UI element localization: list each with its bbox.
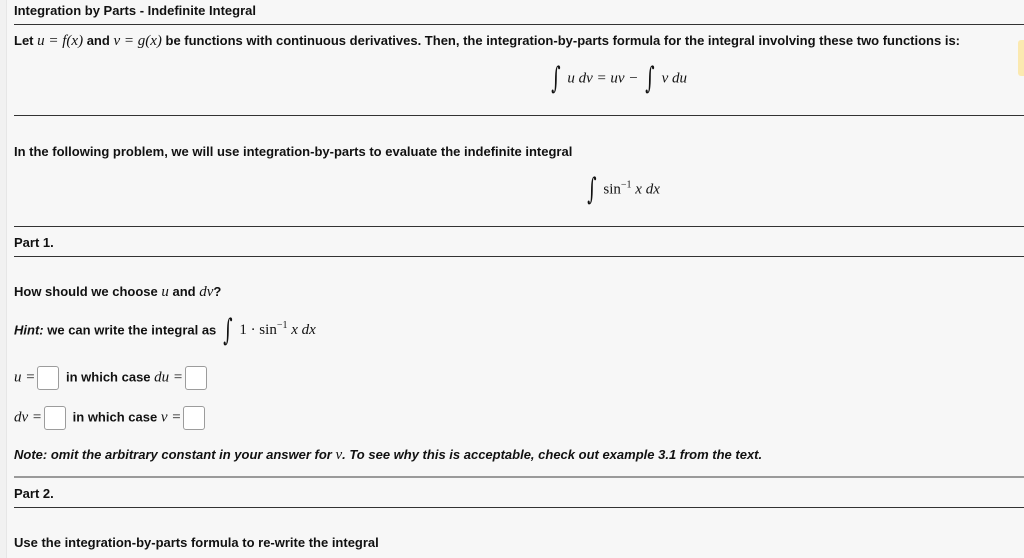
left-border xyxy=(0,0,7,558)
part1-heading: Part 1. xyxy=(14,235,54,250)
dv-input[interactable] xyxy=(44,406,66,430)
part1-question: How should we choose u and dv? xyxy=(14,284,222,300)
title-divider xyxy=(14,24,1024,25)
problem-statement: In the following problem, we will use integration-by-parts to evaluate the indefinite integral xyxy=(14,144,573,159)
u-du-row: u = in which case du = xyxy=(14,366,210,390)
note-line: Note: omit the arbitrary constant in your answer for v. To see why this is acceptable, check out example 3.1 from the text. xyxy=(14,447,763,463)
integral-sign-icon: ∫ xyxy=(223,313,233,348)
u-input[interactable] xyxy=(37,366,59,390)
formula-divider xyxy=(14,115,1024,116)
part1-bottom-divider xyxy=(14,256,1024,257)
v-definition: v = g(x) xyxy=(113,33,162,49)
v-input[interactable] xyxy=(183,406,205,430)
part2-heading: Part 2. xyxy=(14,486,54,501)
part2-top-divider xyxy=(14,476,1024,478)
target-integral: ∫ $\sin^{-1} x$ dx xyxy=(587,172,660,207)
intro-sentence: Let u = f(x) and v = g(x) be functions with continuous derivatives. Then, the integration-by-parts formula for the integral involving these two functions is: xyxy=(14,33,961,49)
du-input[interactable] xyxy=(185,366,207,390)
ibp-formula: ∫ u dv = uv − ∫ v du xyxy=(551,61,688,96)
hint-label: Hint: xyxy=(14,322,44,338)
integral-sign-icon: ∫ xyxy=(551,61,561,96)
hint-integral: ∫ $1 \cdot \sin^{-1} x$ dx xyxy=(223,313,316,348)
hint-line: Hint: we can write the integral as ∫ $1 \cdot \sin^{-1} x$ dx xyxy=(14,313,316,348)
dv-v-row: dv = in which case v = xyxy=(14,406,208,430)
integral-sign-icon: ∫ xyxy=(645,61,655,96)
part2-bottom-divider xyxy=(14,507,1024,508)
side-tab-handle[interactable] xyxy=(1018,40,1024,76)
page-title: Integration by Parts - Indefinite Integral xyxy=(14,3,256,18)
u-definition: u = f(x) xyxy=(37,33,84,49)
part1-top-divider xyxy=(14,226,1024,227)
part2-instruction: Use the integration-by-parts formula to re-write the integral xyxy=(14,535,379,550)
integral-sign-icon: ∫ xyxy=(587,172,597,207)
